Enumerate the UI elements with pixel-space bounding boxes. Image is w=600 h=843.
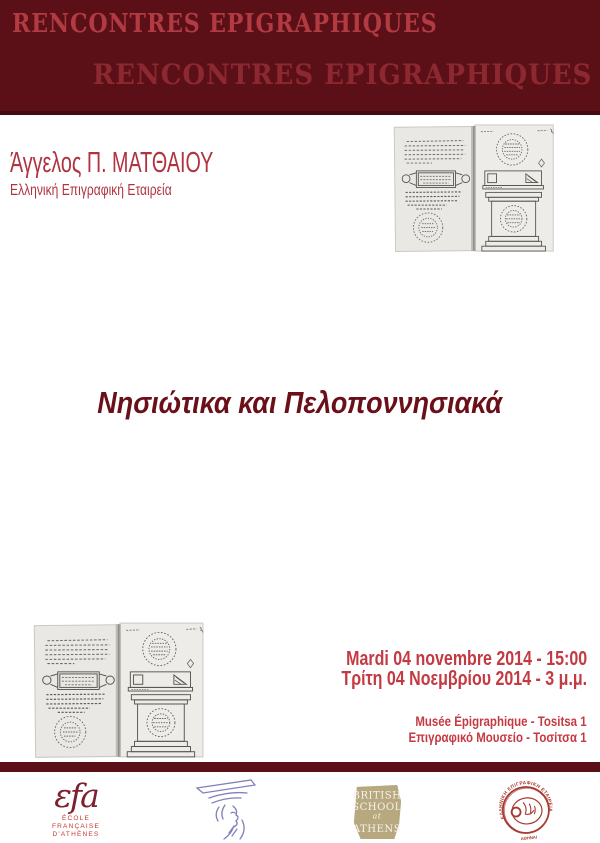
speaker-name: Άγγελος Π. ΜΑΤΘΑΙΟΥ	[10, 147, 214, 179]
bsa-line2: SCHOOL	[352, 802, 402, 814]
bsa-line4: ATHENS	[352, 824, 402, 836]
efa-caption-line3: D'ATHÈNES	[52, 831, 100, 838]
venue-block	[377, 714, 587, 745]
schedule-block	[280, 650, 587, 689]
divider-bar	[0, 762, 600, 772]
seal-bottom-text: ΑΘΗΝΑΙ	[520, 834, 538, 842]
caryatid-sketch-logo	[188, 776, 274, 842]
date-line-french: Mardi 04 novembre 2014 - 15:00	[345, 648, 587, 670]
banner	[0, 0, 600, 115]
svg-text:ΕΛΛΗΝΙΚΗ ΕΠΙΓΡΑΦΙΚΗ ΕΤΑΙΡΕΙΑ	[495, 780, 554, 820]
lecture-title	[0, 386, 600, 420]
british-school-at-athens-logo	[350, 783, 404, 841]
efa-monogram: εfa	[54, 776, 98, 815]
seal-ring-text: ΕΛΛΗΝΙΚΗ ΕΠΙΓΡΑΦΙΚΗ ΕΤΑΙΡΕΙΑ	[499, 781, 553, 820]
efa-logo	[38, 776, 114, 839]
bsa-line1: BRITISH	[352, 790, 402, 802]
venue-line-greek: Επιγραφικό Μουσείο - Τοσίτσα 1	[408, 729, 587, 745]
manuscript-scan-bottom	[32, 620, 210, 760]
bsa-line3: at	[372, 811, 382, 821]
greek-epigraphic-society-seal	[490, 780, 562, 842]
banner-title-primary: RENCONTRES EPIGRAPHIQUES	[12, 9, 438, 39]
lecture-title-text: Νησιώτικα και Πελοποννησιακά	[97, 385, 503, 420]
speaker-block	[10, 148, 309, 199]
logos-row	[0, 772, 600, 843]
efa-caption-line1: ÉCOLE	[61, 815, 91, 822]
efa-caption	[38, 815, 114, 839]
manuscript-scan-top	[390, 122, 562, 254]
banner-title-secondary: RENCONTRES EPIGRAPHIQUES	[92, 58, 592, 91]
speaker-affiliation: Ελληνική Επιγραφική Εταιρεία	[10, 182, 172, 199]
date-line-greek: Τρίτη 04 Νοεμβρίου 2014 - 3 μ.μ.	[341, 667, 587, 690]
efa-caption-line2: FRANÇAISE	[51, 823, 100, 830]
venue-line-french: Musée Épigraphique - Tositsa 1	[415, 714, 587, 729]
